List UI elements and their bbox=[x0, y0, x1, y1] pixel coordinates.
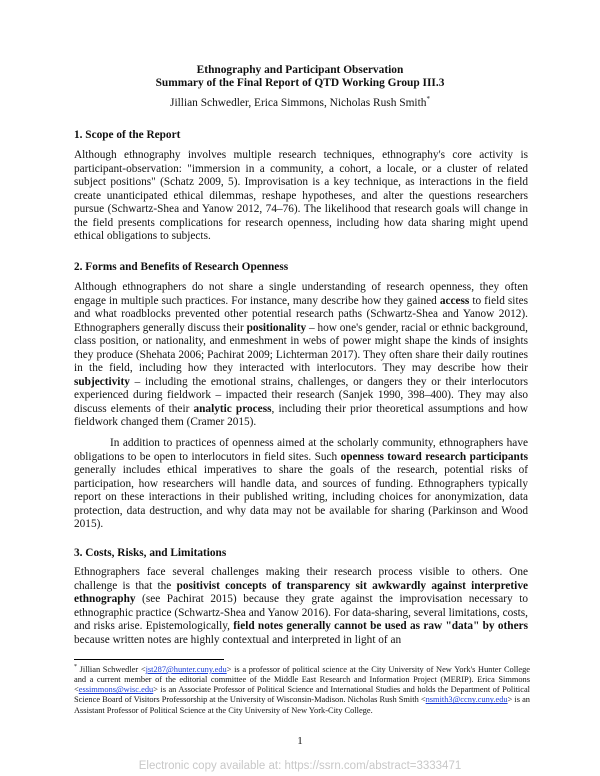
section-2-paragraph-1: Although ethnographers do not share a single understanding of research openness, they often engage in multiple such practices. For instance, many describe how they gained access to field sites and what roadblocks prevented other potential research paths (Schwartz-Shea and Yanow 2012). Ethnographers generally discuss their positionality – how one's gender, racial or ethnic background, class position, or nationality, and enmeshment in webs of power might shape the kinds of insights they produce (Shehata 2006; Pachirat 2009; Lichterman 2017). They often share their daily routines in the field, including how they interacted with interlocutors. They may describe how their subjectivity – including the emotional strains, challenges, or dangers they or their interlocutors experienced during fieldwork – impacted their research (Sanjek 1990, 398–400). They may also discuss elements of their analytic process, including their prior theoretical assumptions and how fieldwork changed them (Cramer 2015). bbox=[74, 281, 529, 428]
section-1-paragraph: Although ethnography involves multiple research techniques, ethnography's core activity is participant-observation: "immersion in a community, a cohort, a locale, or a cluster of related subject positions" (Schatz 2009, 5). Improvisation is a key technique, as interactions in the field create unanticipated ethical dilemmas, reshape hypotheses, and alter the questions researchers pursue (Schwartz-Shea and Yanow 2012, 74–76). The likelihood that research goals will change in the field presents complications for research openness, including how data sharing might upend ethical obligations to subjects. bbox=[74, 149, 528, 242]
section-2-heading: 2. Forms and Benefits of Research Openness bbox=[74, 261, 289, 273]
term-openness-participants: openness toward research participants bbox=[340, 450, 528, 463]
term-analytic-process: analytic process bbox=[193, 402, 272, 415]
section-3-paragraph-1: Ethnographers face several challenges making their research process visible to others. One challenge is that the positivist concepts of transparency sit awkwardly against interpretive ethnography (see Pachirat 2015) because they grate against the improvisation necessary to ethnographic practice (Schwartz-Shea and Yanow 2016). For data-sharing, several limitations, costs, and risks arise. Epistemologically, field notes generally cannot be used as raw "data" by others because written notes are highly contextual and interpreted in light of an bbox=[74, 566, 528, 646]
email-link-simmons[interactable]: essimmons@wisc.edu bbox=[78, 685, 154, 695]
section-3-heading: 3. Costs, Risks, and Limitations bbox=[74, 547, 227, 559]
term-subjectivity: subjectivity bbox=[74, 375, 130, 388]
section-1-heading: 1. Scope of the Report bbox=[74, 129, 181, 141]
term-positivist-concepts: positivist concepts of transparency sit awkwardly against interpretive ethnography bbox=[74, 579, 528, 605]
author-names: Jillian Schwedler, Erica Simmons, Nicholas Rush Smith bbox=[170, 96, 427, 109]
email-link-schwedler[interactable]: jst287@hunter.cuny.edu bbox=[145, 664, 227, 674]
term-positionality: positionality bbox=[246, 321, 307, 334]
document-title bbox=[72, 64, 528, 90]
ssrn-footer: Electronic copy available at: https://ssrn.com/abstract=3333471 bbox=[138, 760, 462, 772]
email-link-smith[interactable]: nsmith3@ccny.cuny.edu bbox=[425, 695, 508, 705]
title-line-1: Ethnography and Participant Observation bbox=[196, 64, 404, 76]
author-line bbox=[72, 93, 528, 110]
page-number: 1 bbox=[297, 735, 303, 747]
section-2-paragraph-2: In addition to practices of openness aimed at the scholarly community, ethnographers have obligations to be open to interlocutors in field sites. Such openness toward research participants generally includes ethical imperatives to share the goals of the research, potential risks of participation, how researchers will handle data, and sources of funding. Ethnographers typically report on these interactions in their published writing, including choices for anonymization, data protection, data destruction, and why data may not be available for sharing (Parkinson and Wood 2015). bbox=[74, 437, 528, 530]
author-footnote-mark[interactable]: * bbox=[426, 95, 430, 103]
term-access: access bbox=[439, 294, 470, 307]
footnote-mark: * bbox=[74, 664, 77, 670]
author-footnote: * Jillian Schwedler <jst287@hunter.cuny.edu> is a professor of political science at the City University of New York's Hunter College and a current member of the editorial committee of the Middle East Research and Information Project (MERIP). Erica Simmons <essimmons@wisc.edu> is an Associate Professor of Political Science and International Studies and holds the Department of Political Science Board of Visitors Professorship at the University of Wisconsin-Madison. Nicholas Rush Smith <nsmith3@ccny.cuny.edu> is an Assistant Professor of Political Science at the City University of New York-City College. bbox=[74, 664, 530, 715]
footnote-divider bbox=[74, 659, 224, 660]
term-field-notes: field notes generally cannot be used as raw "data" by others bbox=[233, 620, 528, 632]
title-line-2: Summary of the Final Report of QTD Working Group III.3 bbox=[155, 77, 445, 89]
